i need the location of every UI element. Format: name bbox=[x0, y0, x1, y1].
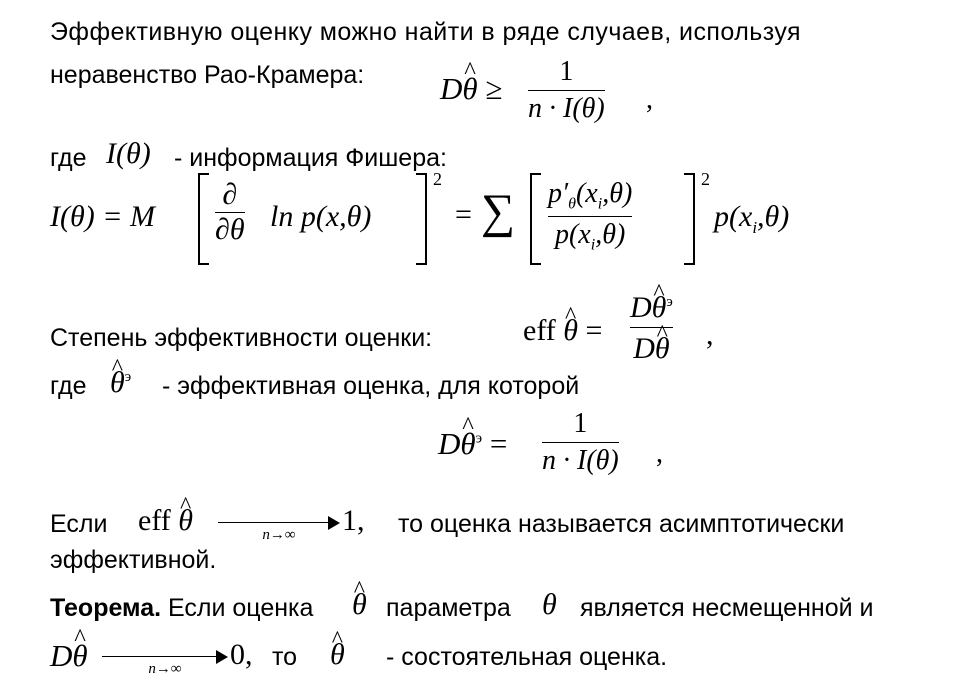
score-denominator: $p(x_i,\theta)$ bbox=[554, 218, 626, 254]
partial-fraction bbox=[215, 180, 245, 245]
theorem-text-b: параметра bbox=[386, 594, 511, 622]
theorem-text-a: Если оценка bbox=[168, 594, 314, 622]
theorem-text-c: является несмещенной и bbox=[580, 594, 874, 622]
asymptotic-line-1: то оценка называется асимптотически bbox=[398, 510, 845, 538]
ln-p: ln p(x,θ) bbox=[270, 200, 372, 233]
limit-subscript: n→∞ bbox=[148, 661, 182, 677]
theta-hat: ^ θ bbox=[462, 73, 477, 104]
theta-hat: ^ θ bbox=[563, 316, 578, 346]
geq-sign: ≥ bbox=[485, 71, 503, 106]
limit-one: 1, bbox=[342, 504, 365, 537]
equals-sign: = bbox=[455, 198, 472, 231]
efficiency-label: Степень эффективности оценки: bbox=[50, 324, 433, 352]
comma: , bbox=[656, 438, 663, 469]
left-bracket-2 bbox=[527, 172, 543, 266]
numerator: 1 bbox=[573, 408, 588, 439]
limit-zero: 0, bbox=[230, 638, 253, 671]
intro-line-1: Эффективную оценку можно найти в ряде случаев, используя bbox=[50, 18, 801, 46]
limit-arrow bbox=[218, 513, 340, 547]
partial-bottom: ∂θ bbox=[215, 213, 245, 246]
right-bracket-2 bbox=[682, 172, 698, 266]
denominator: n · I(θ) bbox=[542, 445, 619, 476]
consistent-theta-hat: ^ θ bbox=[330, 640, 345, 670]
partial-top: ∂ bbox=[222, 178, 238, 211]
equals-sign: = bbox=[489, 426, 508, 461]
theta-hat: ^ θ bbox=[460, 428, 475, 459]
eff-denominator: D^ θ bbox=[633, 328, 669, 364]
equals-sign: = bbox=[585, 314, 603, 347]
rao-cramer-fraction bbox=[528, 58, 605, 123]
effective-label: - эффективная оценка, для которой bbox=[162, 372, 580, 400]
efficient-variance-fraction bbox=[542, 410, 619, 475]
comma: , bbox=[706, 318, 714, 351]
score-fraction bbox=[548, 180, 632, 253]
fisher-lhs: I(θ) = M bbox=[50, 200, 155, 233]
limit-arrow bbox=[102, 647, 228, 681]
rao-cramer-lhs bbox=[440, 73, 502, 104]
consistent-label: - состоятельная оценка. bbox=[386, 643, 668, 671]
theta-hat-e: ^ $\theta^э$ bbox=[110, 368, 131, 398]
then-label: то bbox=[272, 643, 298, 671]
eff-numerator: D^ $\theta^э$ bbox=[630, 293, 673, 327]
theorem-line bbox=[50, 596, 313, 621]
eff-theta: eff ^ θ bbox=[138, 506, 193, 536]
efficient-variance-lhs: D^ $\theta^э$ = bbox=[438, 428, 507, 459]
asymptotic-line-2: эффективной. bbox=[50, 546, 217, 574]
eff-label: eff bbox=[523, 314, 556, 347]
score-numerator: $p'_\theta(x_i,\theta)$ bbox=[548, 178, 633, 213]
numerator: 1 bbox=[559, 56, 574, 87]
square-2: 2 bbox=[701, 169, 710, 189]
eff-lhs bbox=[523, 316, 602, 346]
right-bracket-1 bbox=[414, 172, 430, 266]
theorem-label: Теорема. bbox=[50, 594, 162, 622]
denominator: n · I(θ) bbox=[528, 93, 605, 124]
limit-subscript: n→∞ bbox=[262, 527, 296, 543]
eff-fraction bbox=[630, 293, 673, 364]
p-xi-theta: $p(x_i,\theta)$ bbox=[714, 200, 790, 237]
fisher-symbol: I(θ) bbox=[106, 137, 151, 170]
theorem-theta-hat: ^ θ bbox=[352, 590, 367, 620]
variance-theta: D^ θ bbox=[50, 640, 88, 671]
left-bracket-1 bbox=[195, 172, 211, 266]
square-1: 2 bbox=[433, 169, 442, 189]
where-label-2: где bbox=[50, 372, 87, 400]
comma: , bbox=[646, 84, 653, 115]
var-D: D bbox=[440, 71, 463, 106]
intro-line-2: неравенство Рао-Крамера: bbox=[50, 61, 365, 89]
if-label: Если bbox=[50, 510, 108, 538]
where-label-1: где bbox=[50, 144, 87, 172]
sum-sign: ∑ bbox=[481, 185, 516, 238]
theorem-theta: θ bbox=[542, 588, 557, 621]
fisher-label: - информация Фишера: bbox=[174, 144, 447, 172]
